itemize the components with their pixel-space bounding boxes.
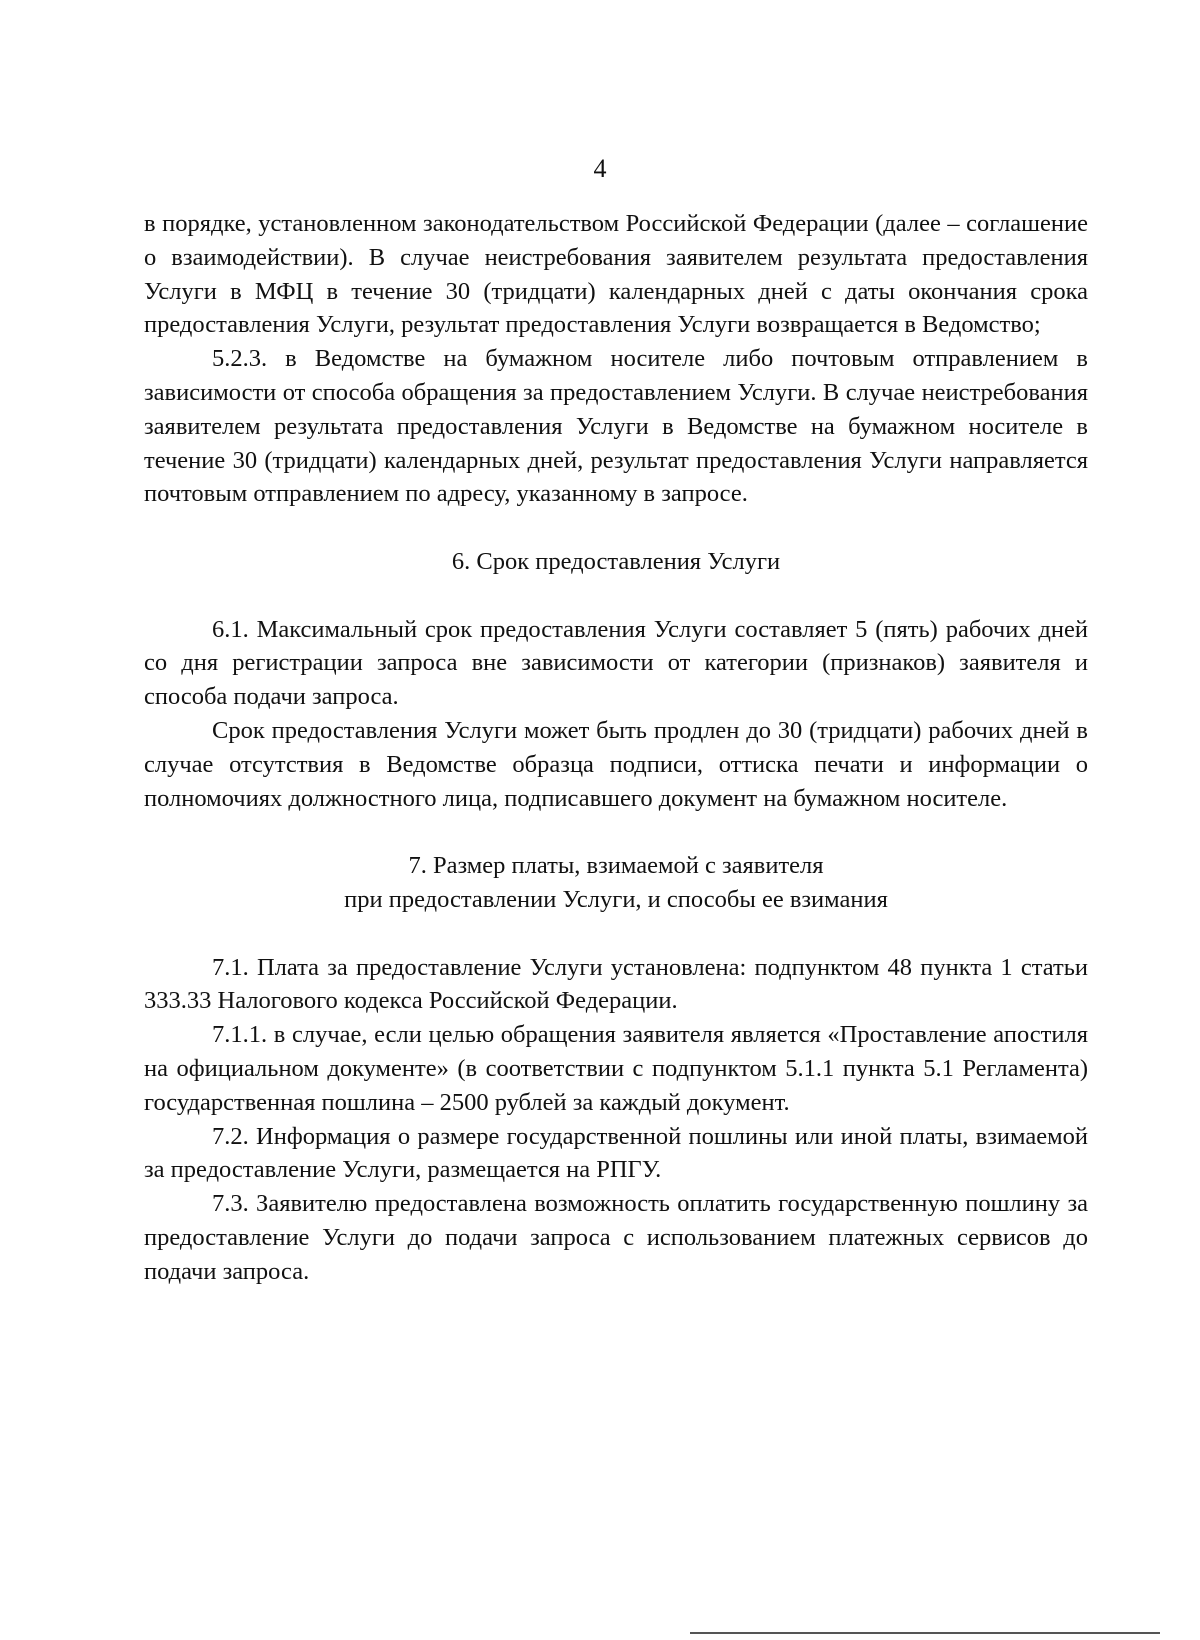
paragraph-7-2: 7.2. Информация о размере государственной пошлины или иной платы, взимаемой за предоставление Услуги, размещается на РПГУ. <box>144 1122 1088 1184</box>
section-heading-6: 6. Срок предоставления Услуги <box>451 547 781 575</box>
section-heading-7 <box>144 849 1088 917</box>
section-heading-7-line-1: 7. Размер платы, взимаемой с заявителя <box>408 852 824 880</box>
paragraph-6-extension: Срок предоставления Услуги может быть продлен до 30 (тридцати) рабочих дней в случае отсутствия в Ведомстве образца подписи, оттиска печати и информации о полномочиях должностного лица, подписавшего документ на бумажном носителе. <box>144 716 1088 812</box>
paragraph-continuation: в порядке, установленном законодательством Российской Федерации (далее – соглашение о взаимодействии). В случае неистребования заявителем результата предоставления Услуги в МФЦ в течение 30 (тридцати) календарных дней с даты окончания срока предоставления Услуги, результат предоставления Услуги возвращается в Ведомство; <box>144 210 1088 339</box>
paragraph-5-2-3: 5.2.3. в Ведомстве на бумажном носителе либо почтовым отправлением в зависимости от способа обращения за предоставлением Услуги. В случае неистребования заявителем результата предоставления Услуги в Ведомстве на бумажном носителе в течение 30 (тридцати) календарных дней, результат предоставления Услуги направляется почтовым отправлением по адресу, указанному в запросе. <box>144 345 1088 508</box>
paragraph-7-1: 7.1. Плата за предоставление Услуги установлена: подпунктом 48 пункта 1 статьи 333.33 Налогового кодекса Российской Федерации. <box>144 953 1088 1015</box>
paragraph-7-3: 7.3. Заявителю предоставлена возможность оплатить государственную пошлину за предоставление Услуги до подачи запроса с использованием платежных сервисов до подачи запроса. <box>144 1190 1088 1285</box>
document-body <box>144 207 1088 1289</box>
section-heading-7-line-2: при предоставлении Услуги, и способы ее взимания <box>344 885 888 913</box>
page-number: 4 <box>593 154 607 183</box>
paragraph-7-1-1: 7.1.1. в случае, если целью обращения заявителя является «Проставление апостиля на официальном документе» (в соответствии с подпунктом 5.1.1 пункта 5.1 Регламента) государственная пошлина – 2500 рублей за каждый документ. <box>144 1021 1088 1116</box>
paragraph-6-1: 6.1. Максимальный срок предоставления Услуги составляет 5 (пять) рабочих дней со дня регистрации запроса вне зависимости от категории (признаков) заявителя и способа подачи запроса. <box>144 615 1088 711</box>
page-bottom-rule <box>690 1632 1160 1634</box>
